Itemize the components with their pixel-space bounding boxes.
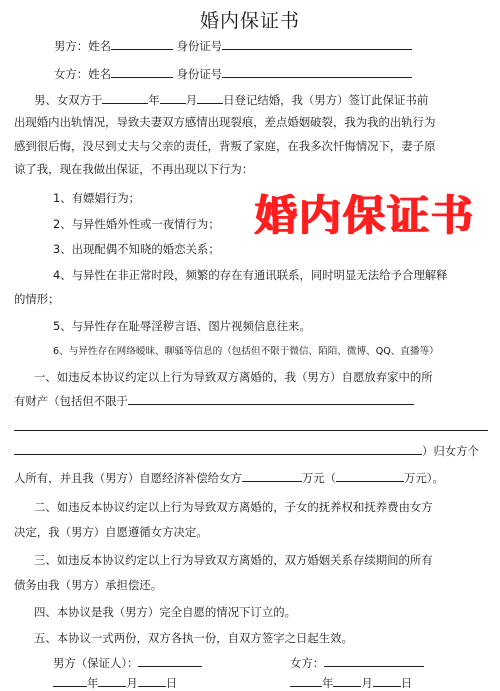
- wife-id-label: 身份证号: [176, 67, 223, 81]
- compensation-amount-blank[interactable]: [242, 470, 302, 482]
- husband-signature-label: 男方（保证人）：: [53, 656, 139, 670]
- item-5: 5、与异性存在耻辱淫秽言语、图片视频信息往来。: [53, 319, 311, 333]
- wife-signature-label: 女方：: [290, 656, 325, 670]
- intro-line-2: 出现婚内出轨情况，导致夫妻双方感情出现裂痕，差点婚姻破裂，我为我的出轨行为: [14, 115, 436, 129]
- overlay-title-banner: 婚内保证书: [236, 188, 494, 244]
- wife-date-row: [290, 675, 412, 691]
- year-label: 年: [322, 676, 334, 690]
- clause-2-line-1: 二、如违反本协议约定以上行为导致双方离婚的，子女的抚养权和抚养费由女方: [34, 500, 433, 514]
- clause-1-text: 有财产（包括但不限于: [14, 394, 128, 408]
- husband-name-label: 男方：姓名: [54, 39, 111, 53]
- marriage-month-blank[interactable]: [160, 92, 186, 104]
- item-3: 3、出现配偶不知晓的婚恋关系；: [53, 242, 220, 256]
- day-label: 日: [400, 676, 413, 690]
- husband-date-row: [53, 675, 177, 691]
- wife-name-blank[interactable]: [111, 66, 173, 78]
- wife-name-label: 女方：姓名: [54, 67, 111, 81]
- wife-signature-blank[interactable]: [324, 655, 424, 667]
- clause-1-text: ）归女方个: [422, 444, 479, 458]
- item-1: 1、有嫖娼行为；: [53, 191, 140, 205]
- husband-date-month-blank[interactable]: [98, 675, 126, 687]
- husband-id-blank[interactable]: [222, 38, 412, 50]
- husband-date-day-blank[interactable]: [138, 675, 166, 687]
- item-4-cont: 的情形；: [14, 292, 60, 306]
- property-list-blank-1[interactable]: [128, 393, 414, 405]
- intro-line-1: [34, 92, 428, 108]
- clause-1-line-3: [14, 443, 479, 459]
- wife-id-blank[interactable]: [222, 66, 412, 78]
- wife-row: [54, 66, 412, 82]
- husband-signature-blank[interactable]: [138, 655, 202, 667]
- husband-row: [54, 38, 412, 54]
- document-title: 婚内保证书: [199, 10, 300, 32]
- property-list-blank-2[interactable]: [14, 430, 488, 431]
- husband-id-label: 身份证号: [176, 39, 223, 53]
- wife-signature-row: [290, 655, 424, 671]
- intro-text: 日登记结婚，我（男方）签订此保证书前: [223, 93, 429, 107]
- intro-text: 男、女双方于: [34, 93, 103, 107]
- clause-3-line-1: 三、如违反本协议约定以上行为导致双方离婚的，双方婚姻关系存续期间的所有: [34, 553, 433, 567]
- compensation-uppercase-blank[interactable]: [336, 470, 404, 482]
- marriage-day-blank[interactable]: [197, 92, 223, 104]
- clause-1-line-4: [14, 470, 444, 486]
- clause-1-line-1: 一、如违反本协议约定以上行为导致双方离婚的，我（男方）自愿放弃家中的所: [34, 370, 433, 384]
- wife-date-day-blank[interactable]: [373, 675, 401, 687]
- year-label: 年: [148, 93, 160, 107]
- clause-1-text: 人所有，并且我（男方）自愿经济补偿给女方: [14, 471, 242, 485]
- property-list-blank-3[interactable]: [14, 443, 422, 455]
- wife-date-month-blank[interactable]: [333, 675, 361, 687]
- clause-4: 四、本协议是我（男方）完全自愿的情况下订立的。: [34, 605, 296, 619]
- clause-3-line-2: 债务由我（男方）承担偿还。: [14, 578, 163, 592]
- marriage-year-blank[interactable]: [102, 92, 148, 104]
- clause-5: 五、本协议一式两份，双方各执一份，自双方签字之日起生效。: [34, 631, 353, 645]
- item-4: 4、与异性在非正常时段，频繁的存在有通讯联系，同时明显无法给予合理解释: [53, 268, 448, 282]
- husband-signature-row: [53, 655, 202, 671]
- intro-line-4: 谅了我，现在我做出保证，不再出现以下行为：: [14, 162, 254, 176]
- year-label: 年: [87, 676, 99, 690]
- clause-1-text: 万元（: [301, 471, 337, 485]
- husband-name-blank[interactable]: [111, 38, 173, 50]
- clause-1-line-2: [14, 393, 414, 409]
- day-label: 日: [165, 676, 178, 690]
- month-label: 月: [126, 676, 138, 690]
- wife-date-year-blank[interactable]: [290, 675, 322, 687]
- intro-line-3: 感到很后悔，没尽到丈夫与父亲的责任，背叛了家庭，在我多次忏悔情况下，妻子原: [14, 139, 436, 153]
- month-label: 月: [361, 676, 373, 690]
- clause-1-text: 万元）。: [404, 471, 444, 485]
- clause-2-line-2: 决定，我（男方）自愿遵循女方决定。: [14, 525, 208, 539]
- husband-date-year-blank[interactable]: [53, 675, 87, 687]
- item-2: 2、与异性婚外性或一夜情行为；: [53, 217, 220, 231]
- item-6: 6、与异性存在网络暧昧、聊骚等信息的（包括但不限于微信、陌陌、微博、QQ、直播等）: [53, 346, 439, 357]
- month-label: 月: [185, 93, 198, 107]
